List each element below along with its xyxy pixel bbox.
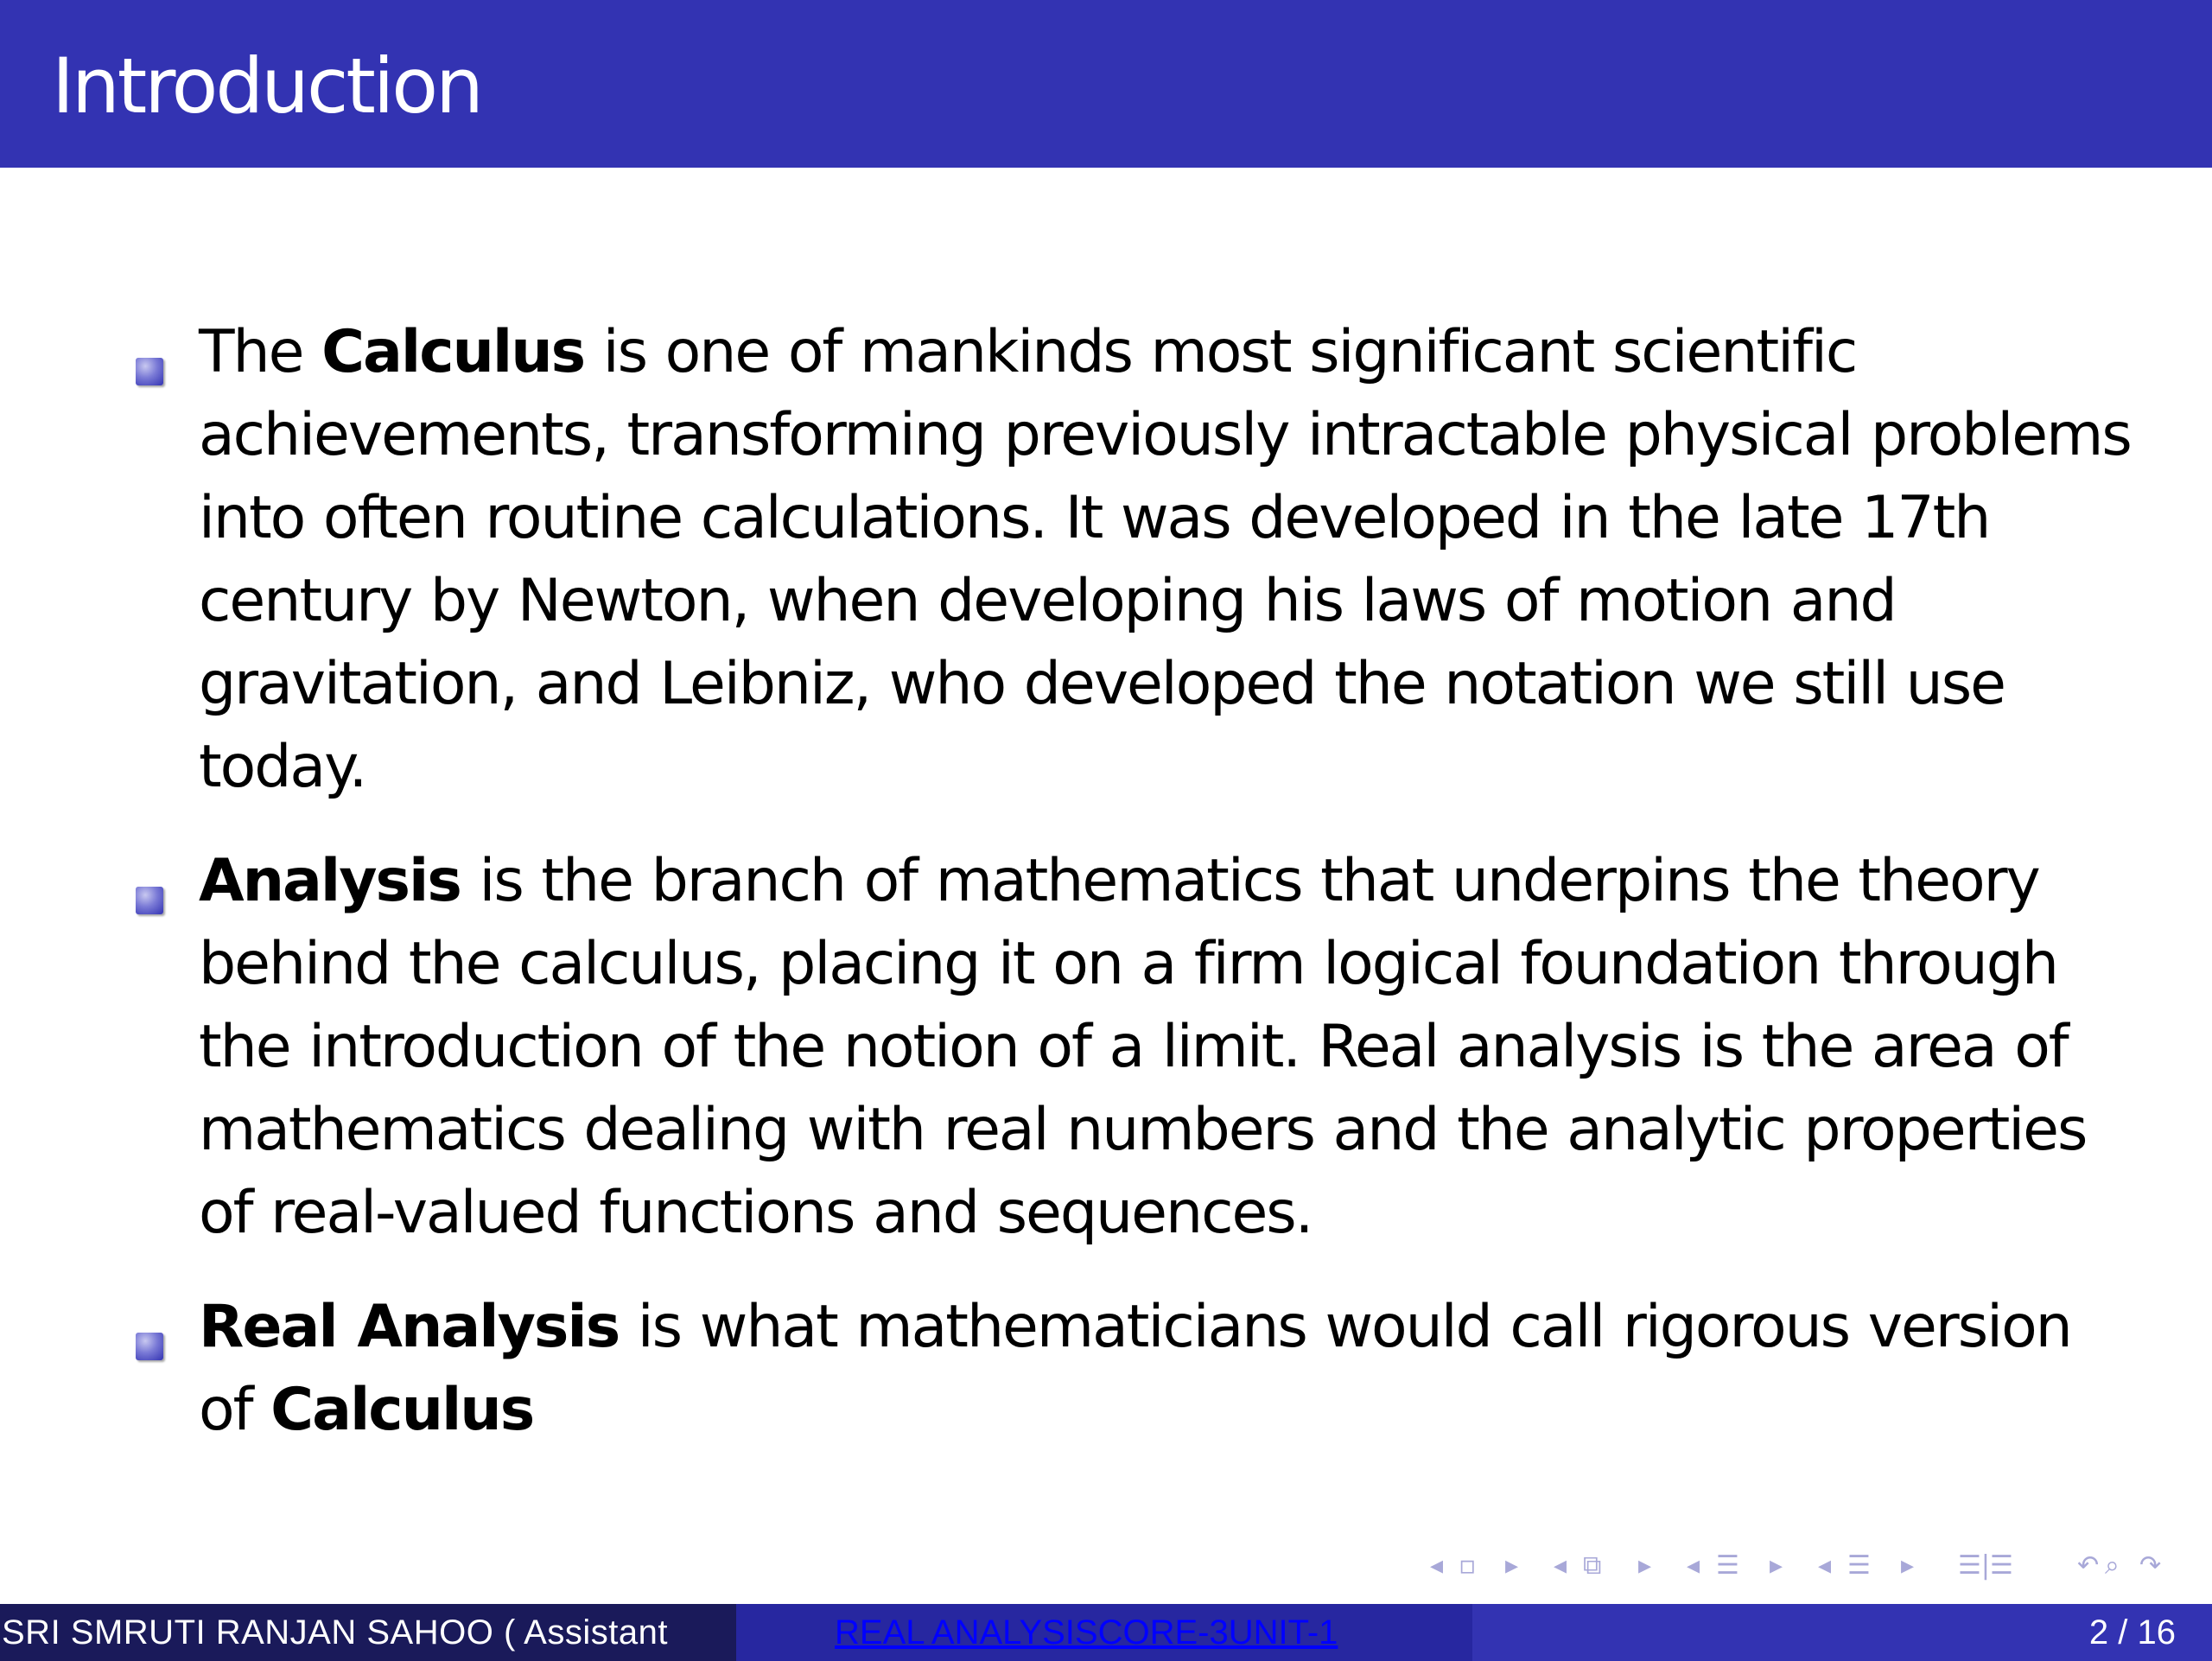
nav-prev-arrow-icon[interactable]: ◂ (1687, 1550, 1700, 1581)
footer-bar (0, 1604, 2212, 1661)
footer-title-panel (736, 1604, 1472, 1661)
body-text: is what mathematicians would call rigorous version of (199, 1293, 2071, 1444)
footer-author: SRI SMRUTI RANJAN SAHOO ( Assistant (2, 1613, 668, 1651)
nav-prev-arrow-icon[interactable]: ◂ (1554, 1550, 1567, 1581)
bullet-square-icon (136, 887, 163, 914)
subsection-icon[interactable]: ☰ (1847, 1550, 1871, 1581)
nav-prev-arrow-icon[interactable]: ◂ (1818, 1550, 1832, 1581)
footer-author-panel (0, 1604, 736, 1661)
bullet-item-text (199, 847, 2086, 1247)
frame-title: Introduction (52, 41, 481, 130)
bullet-square-icon (136, 358, 163, 385)
body-text: The (199, 318, 322, 386)
frame-title-bar (0, 0, 2212, 168)
footer-title-link[interactable]: REAL ANALYSISCORE-3UNIT-1 (835, 1613, 1338, 1651)
bold-term: Calculus (270, 1376, 534, 1444)
bullet-item-text (199, 318, 2131, 801)
frame-icon[interactable]: ⧉ (1583, 1550, 1602, 1581)
slide-icon[interactable]: ▫ (1459, 1550, 1477, 1581)
bullet-item (199, 311, 2134, 809)
bold-term: Real Analysis (199, 1293, 620, 1361)
beamer-navigation-bar (1417, 1550, 2195, 1594)
nav-next-arrow-icon[interactable]: ▸ (1770, 1550, 1783, 1581)
page-number: 2 / 16 (2088, 1613, 2176, 1651)
bullet-item-text (199, 1293, 2071, 1444)
search-icon[interactable]: ⌕ (2105, 1550, 2120, 1581)
nav-next-arrow-icon[interactable]: ▸ (1505, 1550, 1519, 1581)
slide-body (0, 311, 2212, 1483)
forward-icon[interactable]: ↷ (2139, 1550, 2162, 1581)
bold-term: Calculus (321, 318, 585, 386)
body-text: is one of mankinds most significant scientific achievements, transforming previously intractable physical problems into often routine calculations. It was developed in the late 17th century by Newton, when developing his laws of motion and gravitation, and Leibniz, who developed the notation we still use today. (199, 318, 2131, 801)
bold-term: Analysis (199, 847, 461, 915)
nav-prev-arrow-icon[interactable]: ◂ (1430, 1550, 1444, 1581)
body-text: is the branch of mathematics that underpins the theory behind the calculus, placing it on a firm logical foundation through the introduction of the notion of a limit. Real analysis is the area of mathematics dealing with real numbers and the analytic properties of real-valued functions and sequences. (199, 847, 2087, 1247)
back-icon[interactable]: ↶ (2077, 1550, 2100, 1581)
toc-icon[interactable]: ☰|☰ (1958, 1550, 2013, 1581)
footer-page-panel (1472, 1604, 2212, 1661)
nav-next-arrow-icon[interactable]: ▸ (1901, 1550, 1915, 1581)
section-icon[interactable]: ☰ (1716, 1550, 1739, 1581)
nav-next-arrow-icon[interactable]: ▸ (1638, 1550, 1652, 1581)
bullet-square-icon (136, 1333, 163, 1360)
bullet-item (199, 840, 2134, 1255)
bullet-item (199, 1286, 2134, 1452)
